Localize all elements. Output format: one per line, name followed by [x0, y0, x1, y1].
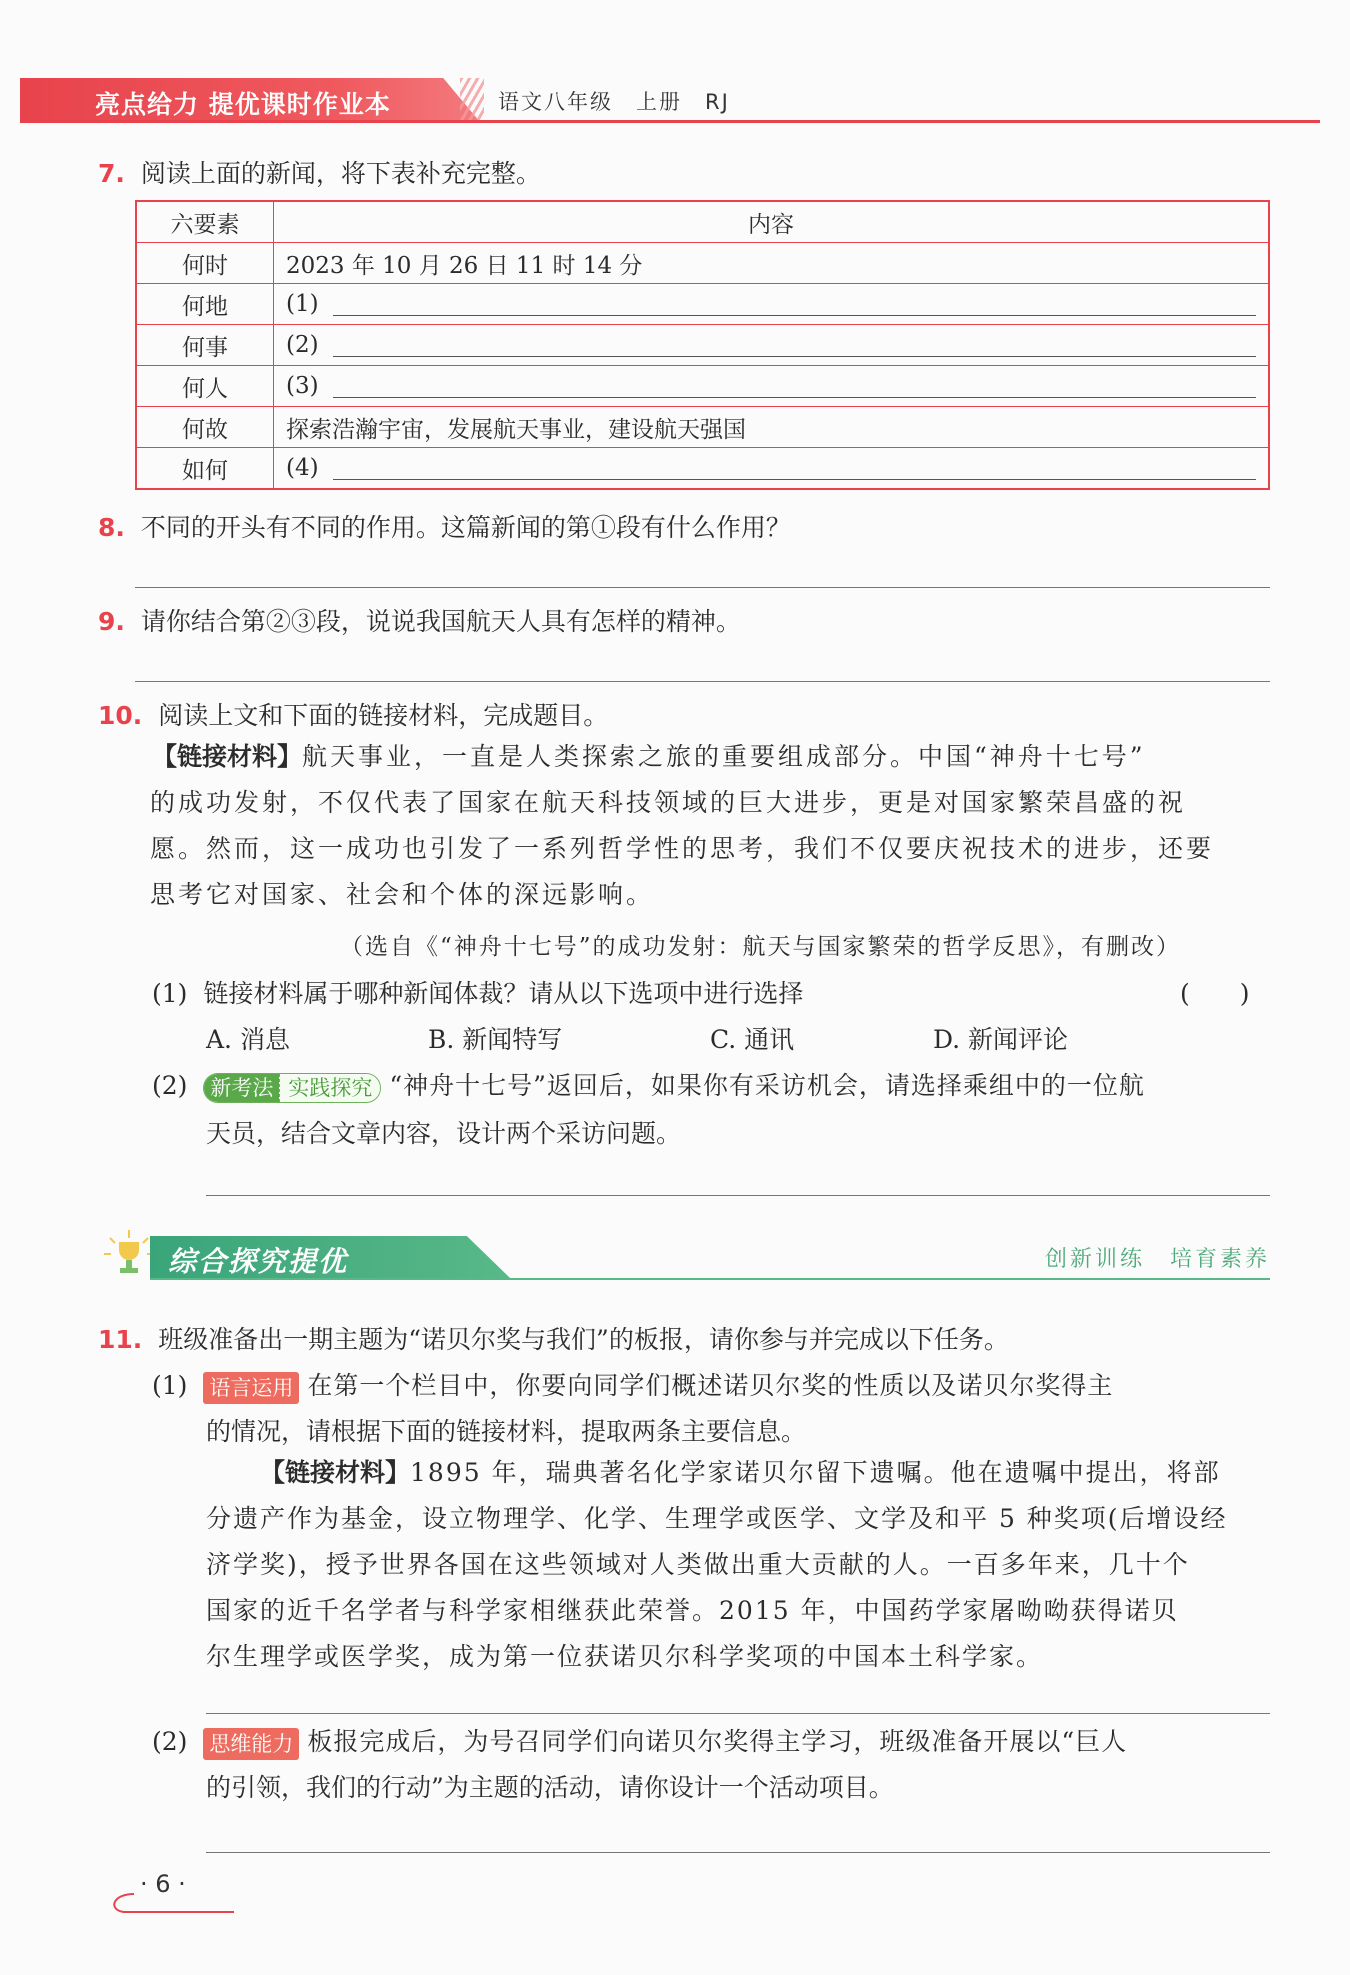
option-d[interactable]: D. 新闻评论	[933, 1025, 1069, 1054]
material-line: 尔生理学或医学奖，成为第一位获诺贝尔科学奖项的中国本土科学家。	[206, 1642, 1044, 1671]
row-label: 何故	[136, 407, 274, 448]
section-rule	[150, 1278, 1270, 1280]
answer-cell	[274, 448, 1270, 490]
material-text: 航天事业，一直是人类探索之旅的重要组成部分。中国“神舟十七号”	[302, 742, 1146, 771]
question-number: 7.	[98, 159, 125, 188]
row-content: 探索浩瀚宇宙，发展航天事业，建设航天强国	[274, 407, 1270, 448]
option-c[interactable]: C. 通讯	[710, 1025, 795, 1054]
tag-new-method: 新考法	[204, 1074, 279, 1102]
sub-number: (1)	[152, 979, 188, 1008]
question-text: 班级准备出一期主题为“诺贝尔奖与我们”的板报，请你参与并完成以下任务。	[158, 1325, 1009, 1354]
table-row	[136, 243, 1269, 284]
answer-blank-row	[286, 332, 1268, 358]
row-label: 何时	[136, 243, 274, 284]
material-text: 1895 年，瑞典著名化学家诺贝尔留下遗嘱。他在遗嘱中提出，将部	[410, 1458, 1221, 1487]
answer-cell	[274, 284, 1270, 325]
six-elements-table	[135, 200, 1270, 490]
answer-bracket[interactable]: ( )	[1180, 979, 1250, 1008]
material-source: （选自《“神舟十七号”的成功发射：航天与国家繁荣的哲学反思》，有删改）	[340, 934, 1182, 960]
header-stripe-decoration	[460, 78, 484, 122]
question-11	[98, 1320, 1009, 1356]
option-b[interactable]: B. 新闻特写	[428, 1025, 563, 1054]
answer-blank[interactable]	[333, 334, 1256, 357]
page-number: · 6 ·	[140, 1870, 186, 1898]
row-label: 如何	[136, 448, 274, 490]
question-text: 请你结合第②③段，说说我国航天人具有怎样的精神。	[140, 607, 741, 636]
material-line: 济学奖)，授予世界各国在这些领域对人类做出重大贡献的人。一百多年来，几十个	[206, 1550, 1190, 1579]
sub-text: 板报完成后，为号召同学们向诺贝尔奖得主学习，班级准备开展以“巨人	[307, 1727, 1128, 1756]
row-label: 何地	[136, 284, 274, 325]
answer-line[interactable]	[206, 1195, 1270, 1196]
sub-number: (1)	[152, 1371, 188, 1400]
material-line: 分遗产作为基金，设立物理学、化学、生理学或医学、文学及和平 5 种奖项(后增设经	[206, 1504, 1228, 1533]
section-slogan: 创新训练 培育素养	[1044, 1247, 1270, 1272]
row-label: 何人	[136, 366, 274, 407]
question-text: 阅读上面的新闻，将下表补充完整。	[140, 159, 541, 188]
tag-practice: 实践探究	[279, 1074, 380, 1102]
answer-blank-row	[286, 455, 1268, 481]
option-a[interactable]: A. 消息	[206, 1025, 290, 1054]
blank-number: (3)	[286, 373, 319, 399]
question-text: 不同的开头有不同的作用。这篇新闻的第①段有什么作用？	[140, 513, 791, 542]
answer-line[interactable]	[135, 587, 1270, 588]
sub-text: 在第一个栏目中，你要向同学们概述诺贝尔奖的性质以及诺贝尔奖得主	[307, 1371, 1114, 1400]
blank-number: (1)	[286, 291, 319, 317]
material-line: 国家的近千名学者与科学家相继获此荣誉。2015 年，中国药学家屠呦呦获得诺贝	[206, 1596, 1179, 1625]
header-rule	[20, 120, 1320, 123]
sub-text: 链接材料属于哪种新闻体裁？请从以下选项中进行选择	[203, 979, 804, 1008]
material-label: 【链接材料】	[260, 1458, 411, 1487]
sub-number: (2)	[152, 1727, 188, 1756]
question-7	[98, 154, 541, 190]
link-material-11	[206, 1450, 1274, 1680]
material-line	[152, 734, 1272, 780]
question-number: 9.	[98, 607, 125, 636]
sub-text-continued: 的引领，我们的行动”为主题的活动，请你设计一个活动项目。	[206, 1773, 894, 1802]
table-row	[136, 407, 1269, 448]
material-line: 愿。然而，这一成功也引发了一系列哲学性的思考，我们不仅要庆祝技术的进步，还要	[150, 834, 1215, 863]
answer-blank[interactable]	[333, 457, 1256, 480]
answer-blank-row	[286, 373, 1268, 399]
tag-thinking-ability: 思维能力	[203, 1728, 299, 1760]
question-10	[98, 696, 608, 732]
row-label: 何事	[136, 325, 274, 366]
question-text: 阅读上文和下面的链接材料，完成题目。	[158, 701, 609, 730]
material-line	[206, 1450, 1274, 1496]
question-number: 8.	[98, 513, 125, 542]
trophy-icon	[100, 1226, 158, 1284]
table-row	[136, 366, 1269, 407]
question-9	[98, 602, 741, 638]
section-banner	[100, 1226, 1270, 1284]
sub-text-continued: 的情况，请根据下面的链接材料，提取两条主要信息。	[206, 1417, 807, 1446]
subject-label: 语文八年级 上册 RJ	[498, 90, 730, 114]
table-header: 内容	[274, 201, 1270, 243]
brand-title: 亮点给力 提优课时作业本	[95, 90, 391, 119]
sub-text: “神舟十七号”返回后，如果你有采访机会，请选择乘组中的一位航	[389, 1071, 1145, 1100]
subquestion-11-2	[152, 1722, 1127, 1760]
blank-number: (4)	[286, 455, 319, 481]
blank-number: (2)	[286, 332, 319, 358]
table-row	[136, 448, 1269, 490]
answer-blank[interactable]	[333, 293, 1256, 316]
answer-blank[interactable]	[333, 375, 1256, 398]
sub-number: (2)	[152, 1071, 188, 1100]
subquestion-10-1	[152, 974, 803, 1010]
question-8	[98, 508, 791, 544]
link-material-10	[152, 734, 1272, 918]
answer-blank-row	[286, 291, 1268, 317]
tag-language-use: 语言运用	[203, 1372, 299, 1404]
answer-cell	[274, 325, 1270, 366]
sub-text-continued: 天员，结合文章内容，设计两个采访问题。	[206, 1119, 682, 1148]
page-header	[20, 78, 1320, 122]
answer-cell	[274, 366, 1270, 407]
answer-line[interactable]	[206, 1713, 1270, 1714]
table-row	[136, 325, 1269, 366]
material-label: 【链接材料】	[152, 742, 303, 771]
subquestion-11-1	[152, 1366, 1113, 1404]
row-content: 2023 年 10 月 26 日 11 时 14 分	[274, 243, 1270, 284]
table-header-row	[136, 201, 1269, 243]
table-row	[136, 284, 1269, 325]
answer-line[interactable]	[135, 681, 1270, 682]
table-header: 六要素	[136, 201, 274, 243]
answer-line[interactable]	[206, 1852, 1270, 1853]
material-line: 思考它对国家、社会和个体的深远影响。	[150, 880, 655, 909]
question-number: 11.	[98, 1325, 143, 1354]
material-line: 的成功发射，不仅代表了国家在航天科技领域的巨大进步，更是对国家繁荣昌盛的祝	[150, 788, 1187, 817]
subquestion-10-2	[152, 1066, 1145, 1103]
section-title: 综合探究提优	[168, 1245, 349, 1278]
question-number: 10.	[98, 701, 143, 730]
new-method-tag	[203, 1073, 381, 1103]
